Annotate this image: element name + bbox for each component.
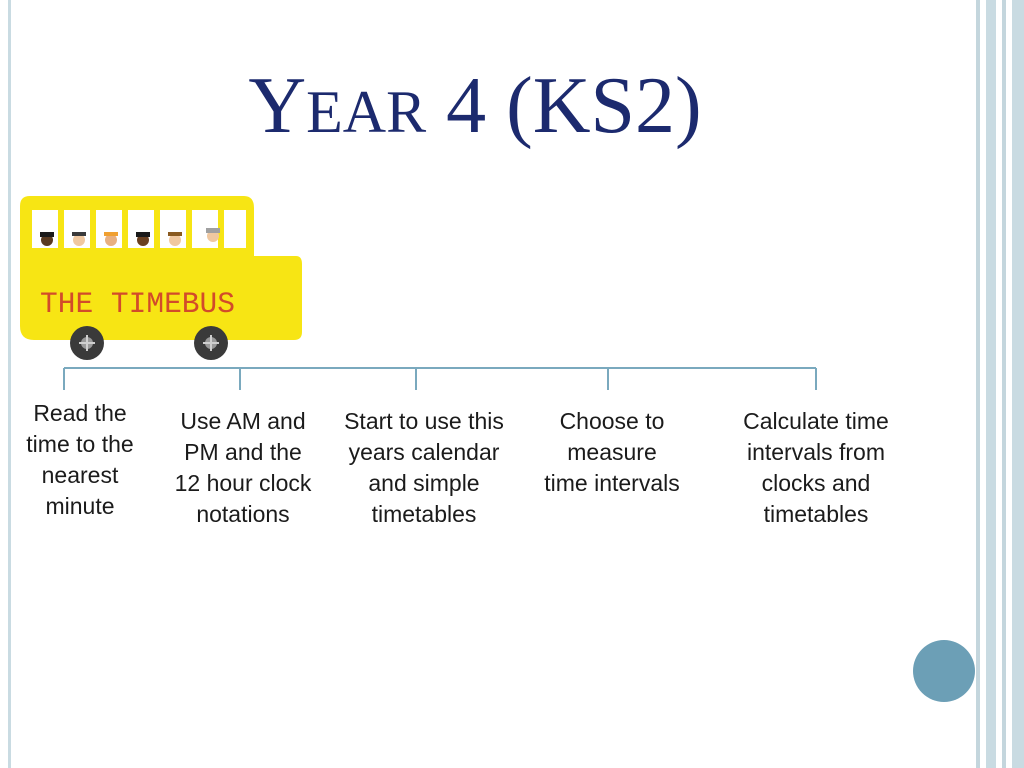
title-smallcaps: EAR (306, 79, 427, 145)
timeline-item-2: Use AM and PM and the 12 hour clock notations (174, 408, 312, 527)
timeline-item-3: Start to use this years calendar and simple timetables (344, 408, 504, 527)
timeline-item-5: Calculate time intervals from clocks and timetables (743, 408, 889, 527)
title-remainder: 4 (KS2) (426, 62, 702, 150)
decorative-circle (913, 640, 975, 702)
slide-title (0, 58, 950, 160)
timeline-item-4: Choose to measure time intervals (544, 408, 680, 496)
bus-label: THE TIMEBUS (40, 288, 235, 322)
time-bus-illustration (20, 196, 306, 360)
bus-wheel-icon (70, 326, 104, 360)
bus-wheel-icon (194, 326, 228, 360)
timeline-connector (0, 360, 1024, 400)
title-initial: Y (248, 62, 307, 150)
timeline-item-1: Read the time to the nearest minute (26, 400, 134, 519)
